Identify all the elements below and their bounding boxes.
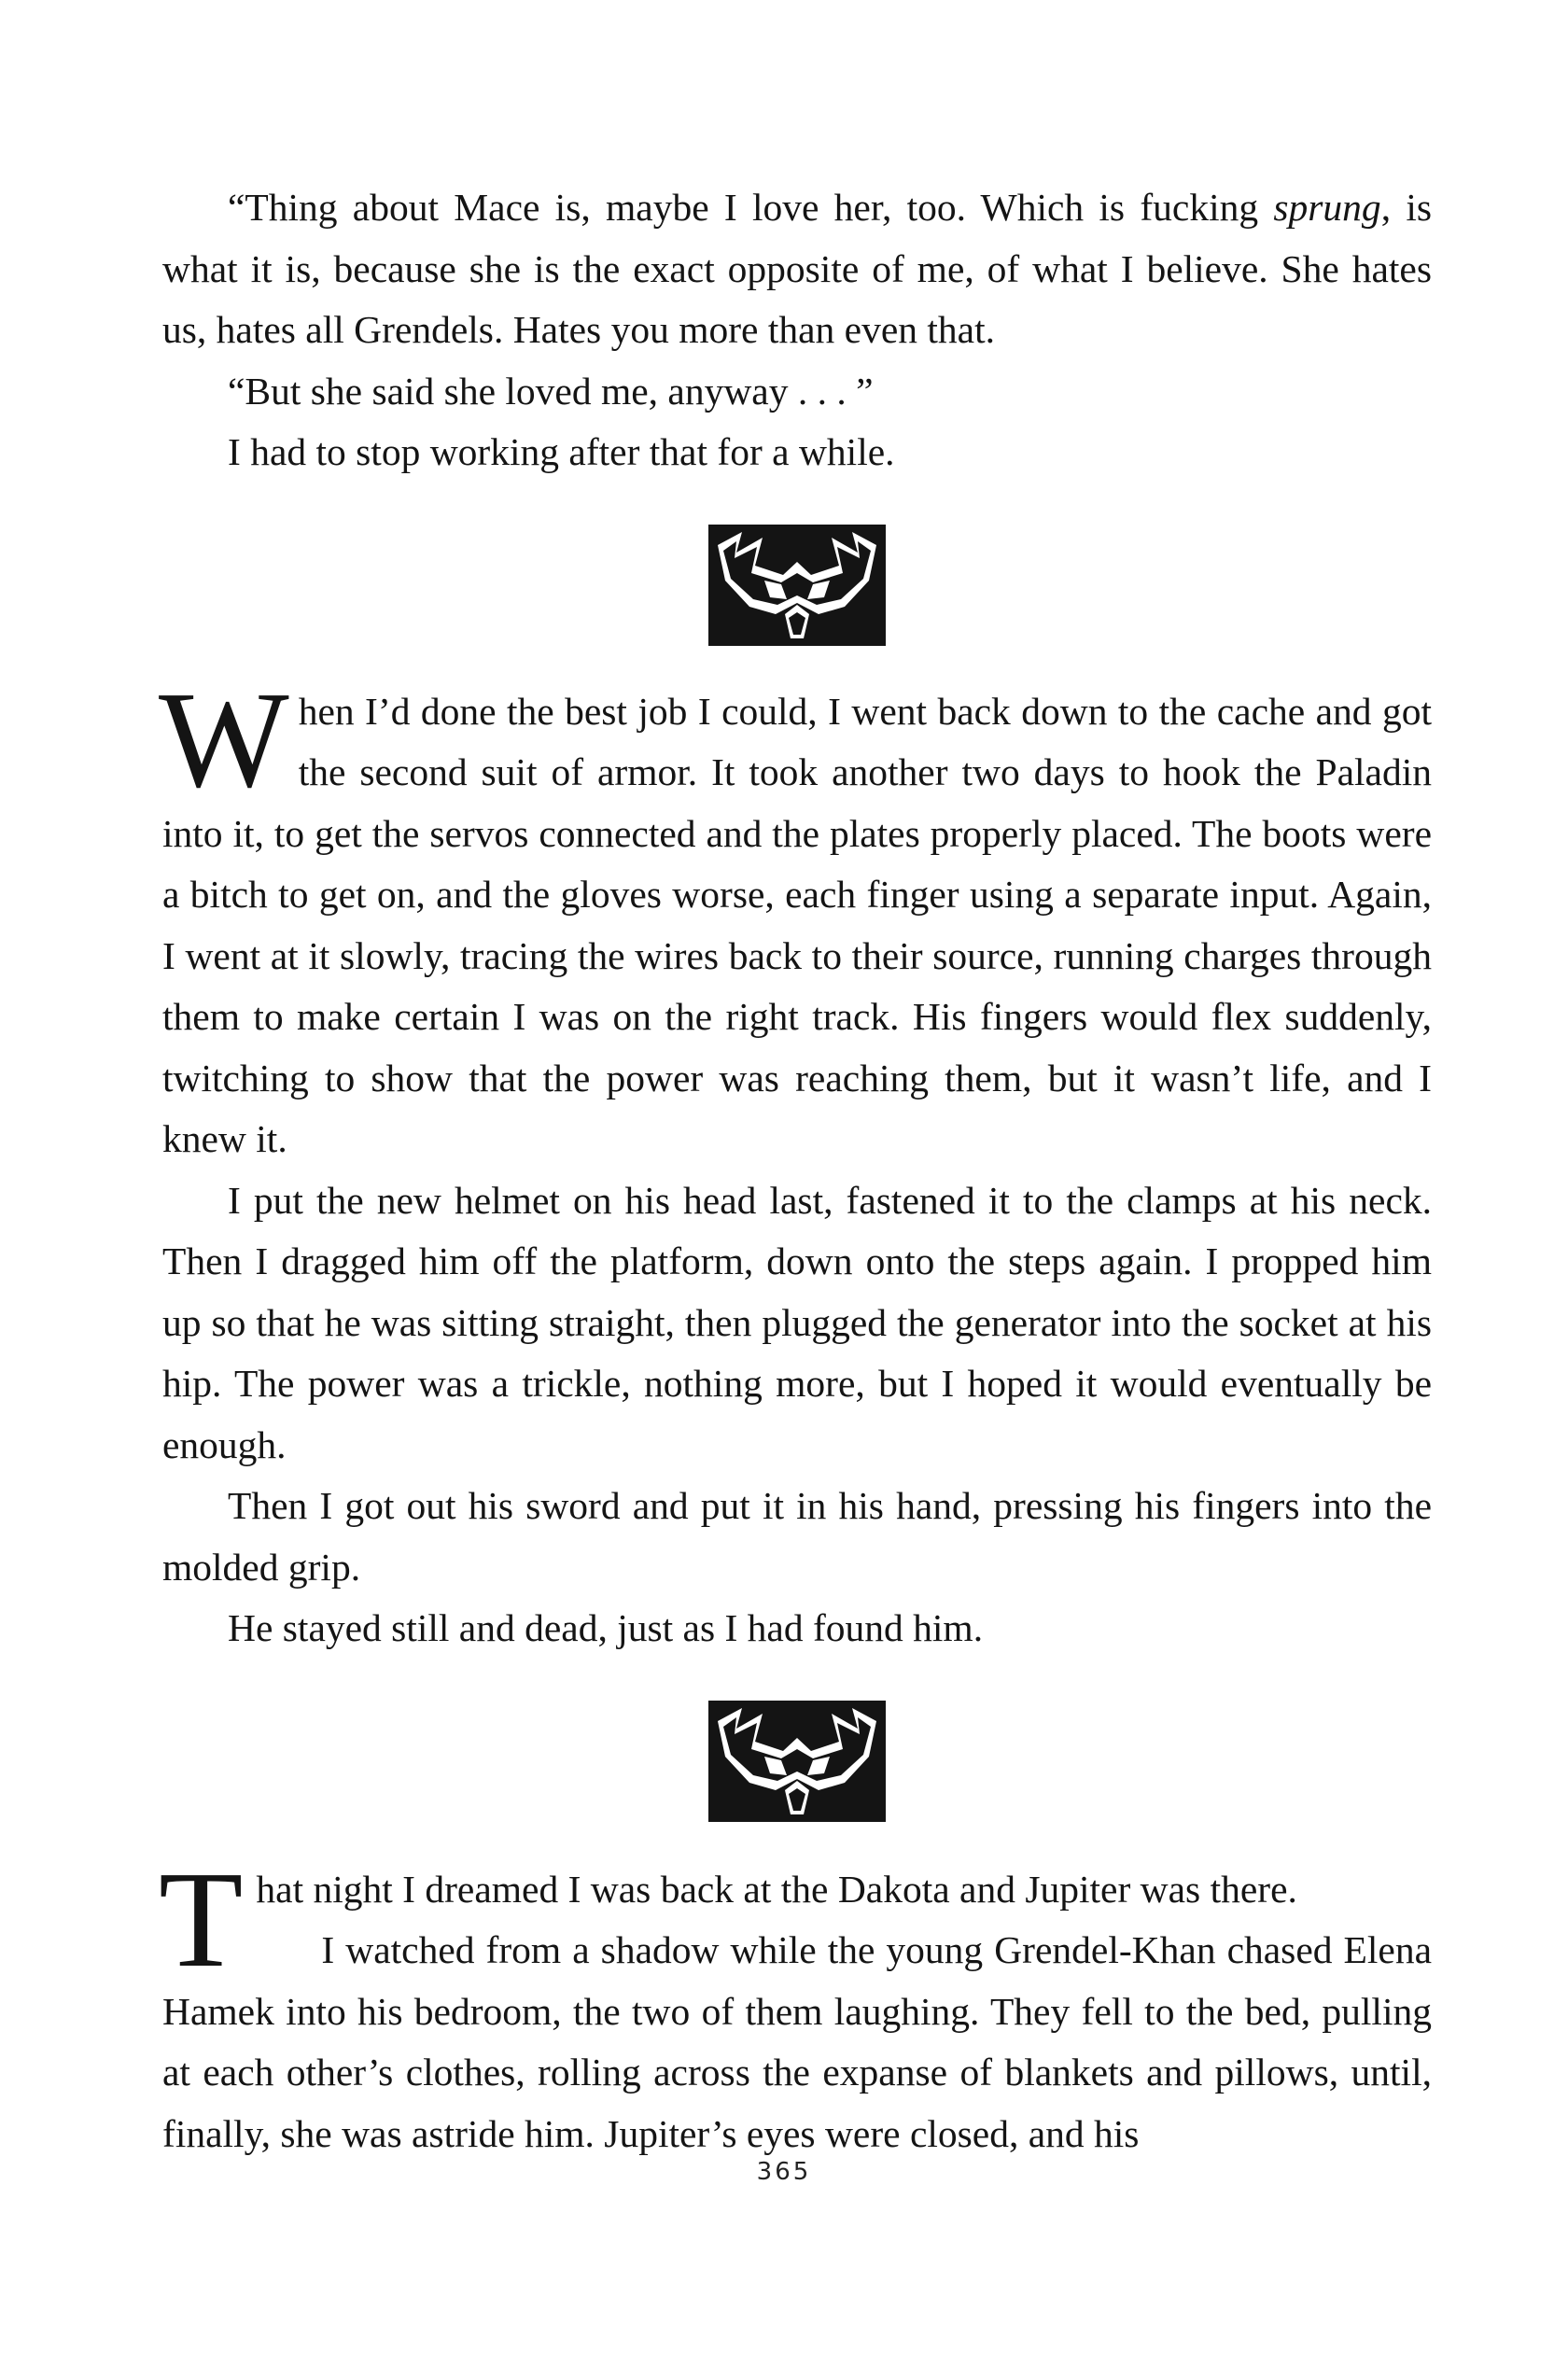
paragraph: I put the new helmet on his head last, fastened it to the clamps at his neck. Then I dragged him off the platform, down onto the steps again. I propped him up so that he was sitting straight, then plugged the generator into the socket at his hip. The power was a trickle, nothing more, but I hoped it would eventually be enough.	[162, 1178, 1432, 1466]
paragraph: He stayed still and dead, just as I had found him.	[228, 1606, 984, 1649]
page-body	[159, 177, 1432, 2164]
paragraph	[159, 663, 1432, 1170]
paragraph: I had to stop working after that for a while.	[228, 430, 895, 473]
crowned-skull-ornament-icon	[708, 1701, 886, 1822]
paragraph: I watched from a shadow while the young Grendel-Khan chased Elena Hamek into his bedroom, the two of them laughing. They fell to the bed, pulling at each other’s clothes, rolling across the expanse of blankets and pillows, until, finally, she was astride him. Jupiter’s eyes were closed, and his	[162, 1928, 1432, 2155]
text-run: , is what it is, because she is the exact opposite of me, of what I believe. She hates us, hates all Grendels. Hates you more than even that.	[162, 186, 1432, 351]
paragraph: Then I got out his sword and put it in his hand, pressing his fingers into the molded grip.	[162, 1484, 1432, 1589]
drop-cap: T	[159, 1842, 244, 1996]
page-number: 365	[756, 2158, 812, 2186]
section-break	[162, 1660, 1432, 1859]
text-run: hen I’d done the best job I could, I went back down to the cache and got the second suit of armor. It took another two days to hook the Paladin into it, to get the servos connected and the plates properly placed. The boots were a bitch to get on, and the gloves worse, each finger using a separate input. Again, I went at it slowly, tracing the wires back to their source, running charges through them to make certain I was on the right track. His fingers would flex suddenly, twitching to show that the power was reaching them, but it wasn’t life, and I knew it.	[162, 689, 1432, 1160]
text-run: “Thing about Mace is, maybe I love her, too. Which is fucking	[228, 186, 1274, 229]
drop-cap: W	[159, 663, 289, 817]
italic-word: sprung	[1273, 186, 1381, 229]
section-break	[162, 483, 1432, 681]
paragraph: “But she said she loved me, anyway . . . ”	[228, 369, 874, 413]
text-run: hat night I dreamed I was back at the Dakota and Jupiter was there.	[256, 1867, 1297, 1911]
crowned-skull-ornament-icon	[708, 525, 886, 646]
paragraph	[159, 1842, 1432, 1996]
paragraph	[162, 177, 1432, 361]
